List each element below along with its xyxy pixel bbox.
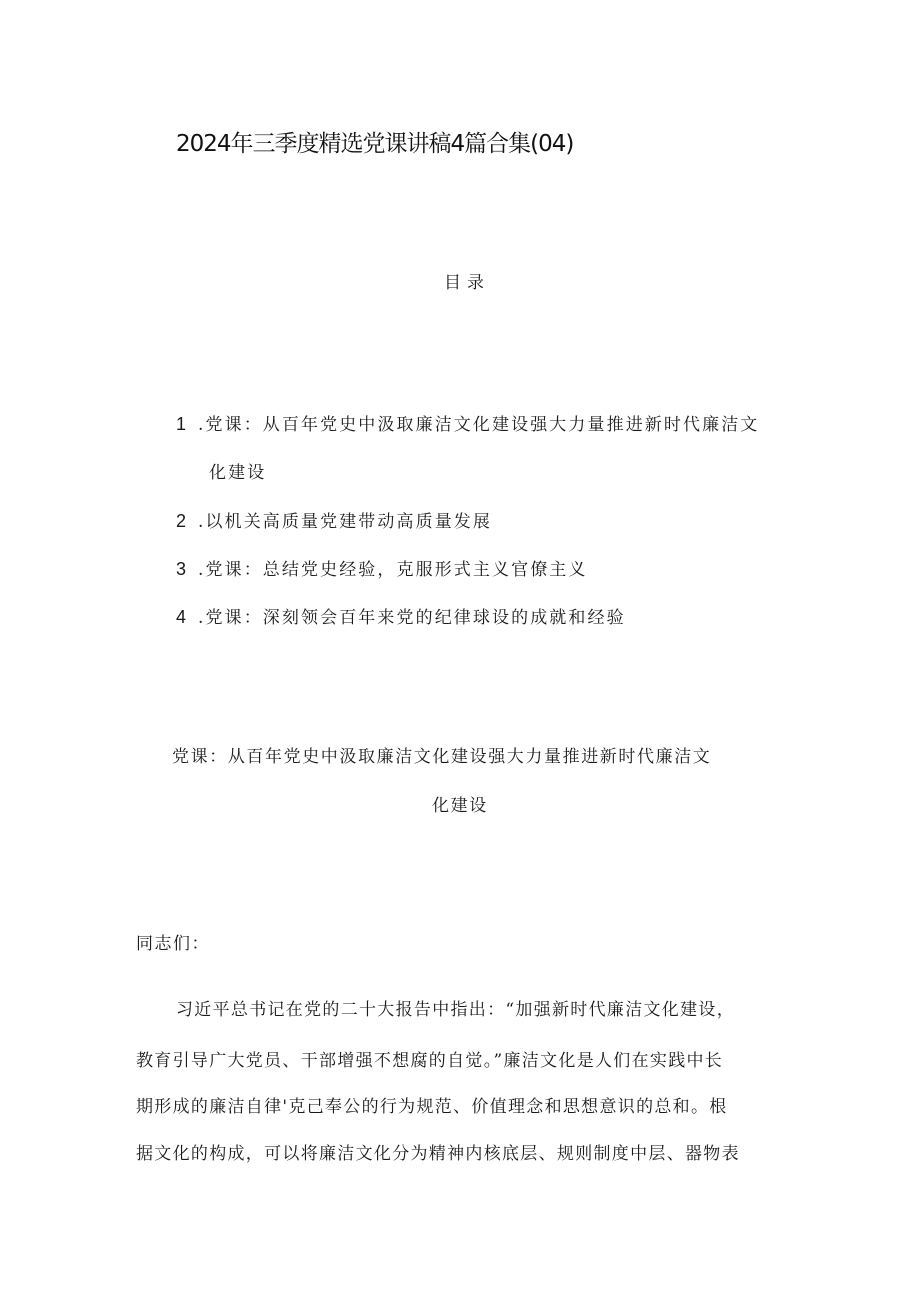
toc-item-number: 2 <box>176 511 187 531</box>
toc-item-1 <box>176 410 759 435</box>
toc-item-2 <box>176 507 492 532</box>
paragraph-line: 据文化的构成，可以将廉洁文化分为精神内核底层、规则制度中层、器物表 <box>136 1144 740 1164</box>
toc-item-number: 3 <box>176 559 187 579</box>
toc-item-1-continuation: 化建设 <box>209 463 267 483</box>
salutation: 同志们： <box>136 934 210 954</box>
section-heading-line-2: 化建设 <box>432 796 488 816</box>
paragraph-line: 习近平总书记在党的二十大报告中指出：“加强新时代廉洁文化建设， <box>176 1000 735 1020</box>
toc-heading: 目录 <box>444 273 490 293</box>
paragraph-line: 教育引导广大党员、干部增强不想腐的自觉。”廉洁文化是人们在实践中长 <box>136 1051 724 1071</box>
toc-item-text: .党课：总结党史经验，克服形式主义官僚主义 <box>198 560 588 580</box>
toc-item-number: 1 <box>176 414 187 434</box>
document-title: 2024年三季度精选党课讲稿4篇合集(04) <box>176 131 574 157</box>
toc-item-text: .党课：从百年党史中汲取廉洁文化建设强大力量推进新时代廉洁文 <box>198 415 760 435</box>
toc-item-text: .以机关高质量党建带动高质量发展 <box>198 512 493 532</box>
toc-item-4 <box>176 603 626 628</box>
toc-item-text: .党课：深刻领会百年来党的纪律球设的成就和经验 <box>198 608 626 628</box>
toc-item-number: 4 <box>176 607 187 627</box>
toc-item-3 <box>176 555 588 580</box>
section-heading-line-1: 党课：从百年党史中汲取廉洁文化建设强大力量推进新时代廉洁文 <box>172 747 712 767</box>
paragraph-line: 期形成的廉洁自律'克己奉公的行为规范、价值理念和思想意识的总和。根 <box>136 1097 728 1117</box>
